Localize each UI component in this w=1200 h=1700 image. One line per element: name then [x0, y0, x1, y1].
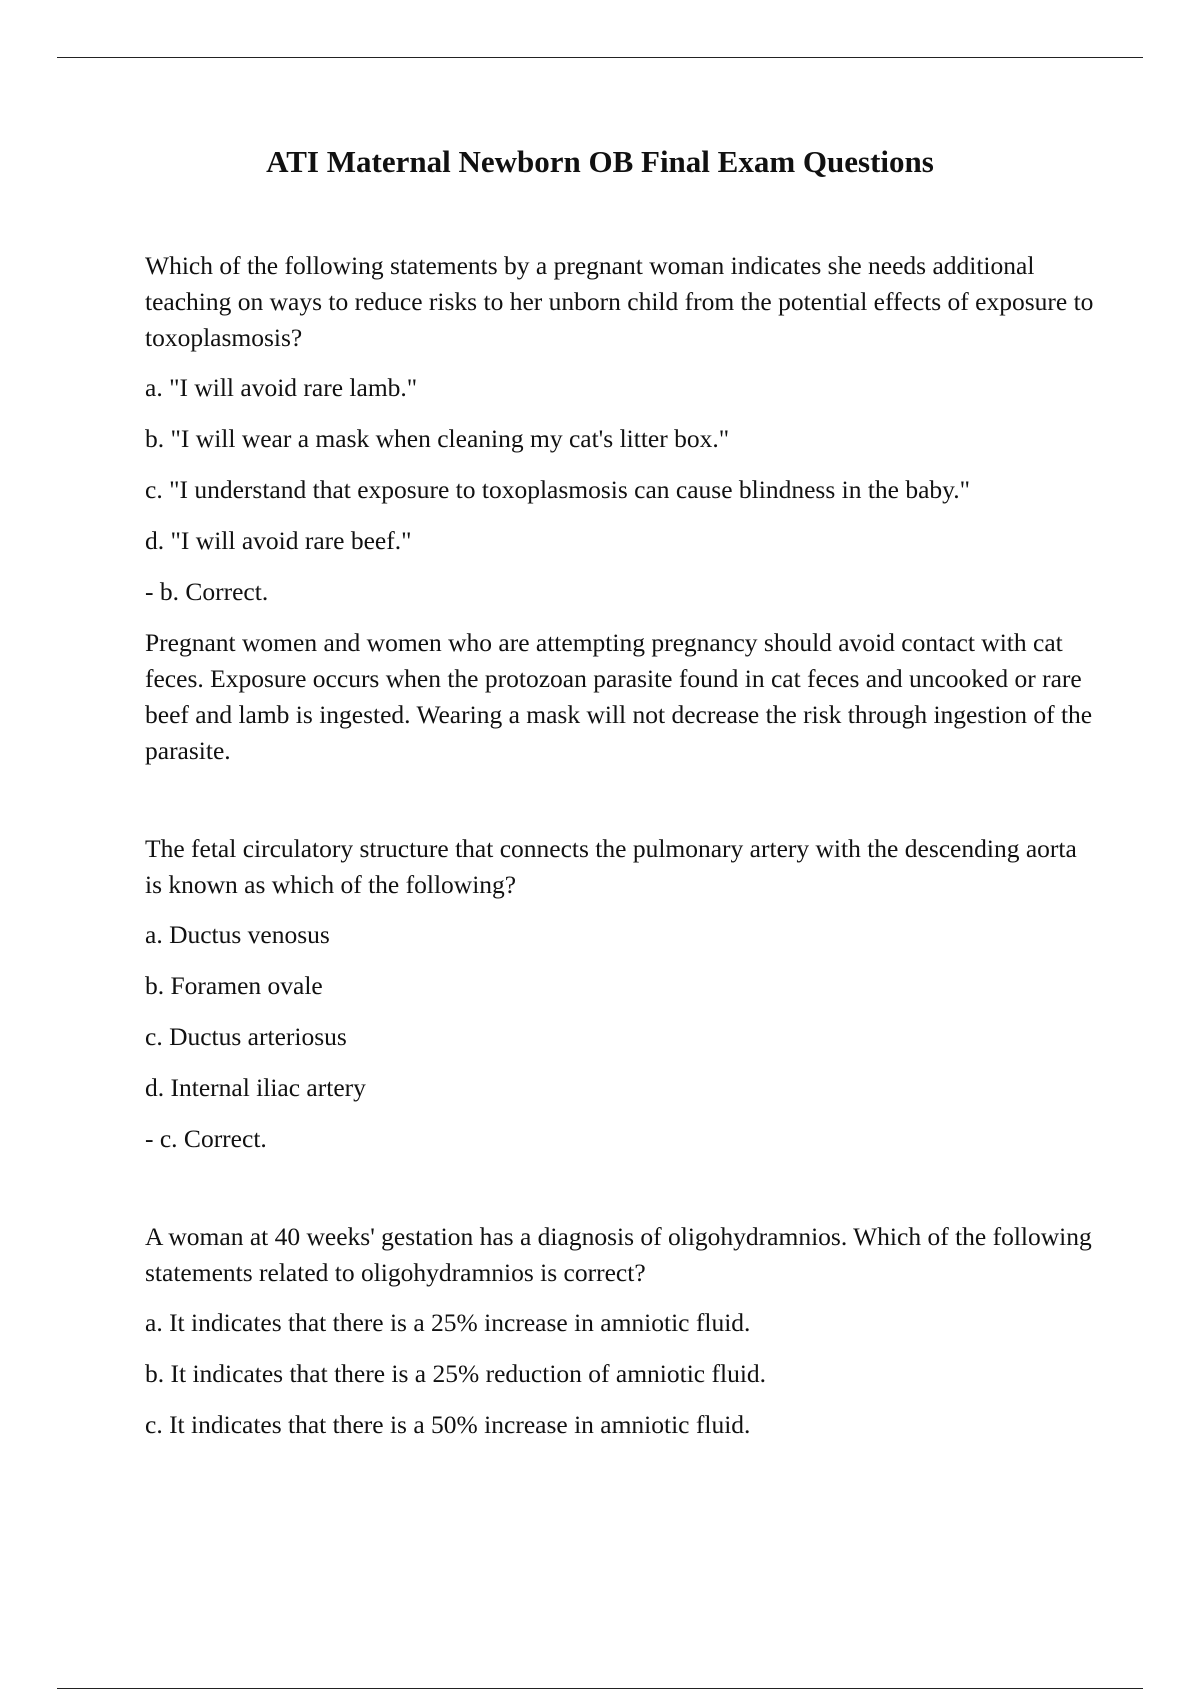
answer-option: c. "I understand that exposure to toxoplasmosis can cause blindness in the baby." — [145, 475, 971, 504]
answer-option: a. "I will avoid rare lamb." — [145, 373, 418, 402]
answer-option: c. Ductus arteriosus — [145, 1022, 347, 1051]
document-body — [145, 248, 1095, 1458]
answer-option: b. "I will wear a mask when cleaning my cat's litter box." — [145, 424, 730, 453]
answer-option: c. It indicates that there is a 50% increase in amniotic fluid. — [145, 1410, 751, 1439]
answer-option: a. Ductus venosus — [145, 920, 330, 949]
question-block-2 — [145, 831, 1095, 1157]
document-title: ATI Maternal Newborn OB Final Exam Questions — [266, 144, 934, 179]
answer-option: b. Foramen ovale — [145, 971, 323, 1000]
top-divider — [57, 57, 1143, 58]
answer-option: d. "I will avoid rare beef." — [145, 526, 412, 555]
question-stem: Which of the following statements by a pregnant woman indicates she needs additional teaching on ways to reduce risks to her unborn child from the potential effects of exposure to toxoplasmosis? — [145, 251, 1094, 352]
bottom-divider — [57, 1688, 1143, 1689]
answer-option: d. Internal iliac artery — [145, 1073, 366, 1102]
question-stem: The fetal circulatory structure that connects the pulmonary artery with the descending aorta is known as which of the following? — [145, 834, 1077, 899]
question-stem: A woman at 40 weeks' gestation has a diagnosis of oligohydramnios. Which of the following statements related to oligohydramnios is correct? — [145, 1222, 1092, 1287]
question-block-1 — [145, 248, 1095, 769]
question-block-3 — [145, 1219, 1095, 1443]
answer-option: a. It indicates that there is a 25% increase in amniotic fluid. — [145, 1308, 751, 1337]
correct-answer: - c. Correct. — [145, 1124, 267, 1153]
correct-answer: - b. Correct. — [145, 577, 269, 606]
answer-option: b. It indicates that there is a 25% reduction of amniotic fluid. — [145, 1359, 767, 1388]
answer-rationale: Pregnant women and women who are attempting pregnancy should avoid contact with cat feces. Exposure occurs when the protozoan parasite found in cat feces and uncooked or rare beef and lamb is ingested. Wearing a mask will not decrease the risk through ingestion of the parasite. — [145, 628, 1093, 765]
